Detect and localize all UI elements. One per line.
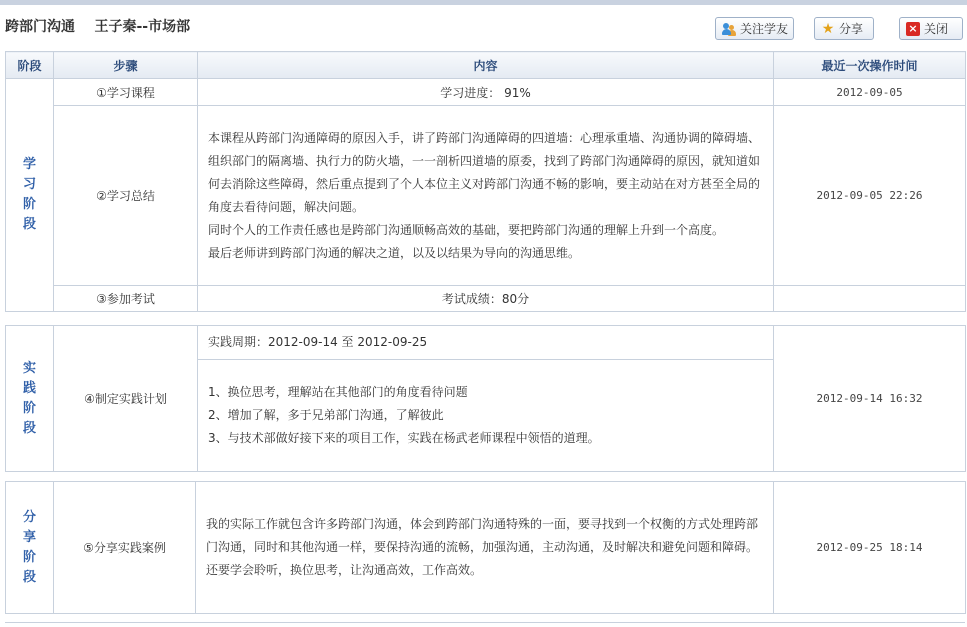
table-row: [6, 286, 966, 312]
star-icon: ★: [821, 20, 835, 37]
stage-label-share: [6, 482, 54, 614]
stage-label-text: 实 践 阶 段: [22, 360, 36, 436]
summary-paragraph: 最后老师讲到跨部门沟通的解决之道，以及以结果为导向的沟通思维。: [208, 245, 581, 260]
step-cell: ⑤分享实践案例: [54, 482, 196, 614]
users-icon: [722, 22, 736, 36]
table-row: [6, 326, 966, 360]
share-button[interactable]: [814, 17, 874, 40]
share-case-content: 我的实际工作就包含许多跨部门沟通，体会到跨部门沟通特殊的一面，要寻找到一个权衡的方式处理跨部门沟通，同时和其他沟通一样，要保持沟通的流畅，加强沟通，主动沟通，及时解决和避免问题和障碍。还要学会聆听，换位思考，让沟通高效，工作高效。: [196, 482, 774, 614]
practice-plan: [198, 360, 774, 472]
step-cell: ①学习课程: [54, 79, 198, 106]
next-section-edge: [5, 622, 965, 627]
study-stage-table: [5, 51, 966, 312]
plan-item: 1、换位思考，理解站在其他部门的角度看待问题: [208, 385, 468, 399]
stage-label-study: [6, 79, 54, 312]
summary-paragraph: 本课程从跨部门沟通障碍的原因入手，讲了跨部门沟通障碍的四道墙：心理承重墙、沟通协调的障碍墙、组织部门的隔离墙、执行力的防火墙，一一剖析四道墙的原委，找到了跨部门沟通障碍的原因，就知道如何去消除这些障碍，然后重点提到了个人本位主义对跨部门沟通不畅的影响，要主动站在对方甚至全局的角度去看待问题，解决问题。: [208, 130, 761, 214]
time-cell: 2012-09-05: [774, 79, 966, 106]
column-header-stage: 阶段: [6, 52, 54, 79]
share-stage-table: [5, 481, 966, 614]
follow-button-label: 关注学友: [740, 22, 789, 36]
step-cell: ②学习总结: [54, 106, 198, 286]
plan-item: 3、与技术部做好接下来的项目工作，实践在杨武老师课程中领悟的道理。: [208, 431, 600, 445]
share-button-label: 分享: [839, 22, 864, 36]
practice-stage-table: [5, 325, 966, 472]
exam-score: 考试成绩：80分: [198, 286, 774, 312]
stage-label-text: 学 习 阶 段: [22, 157, 36, 232]
stage-label-practice: [6, 326, 54, 472]
stage-label-text: 分 享 阶 段: [22, 509, 36, 585]
study-progress: 学习进度： 91%: [198, 79, 774, 106]
column-header-step: 步骤: [54, 52, 198, 79]
column-header-time: 最近一次操作时间: [774, 52, 966, 79]
time-cell: [774, 286, 966, 312]
study-summary: [198, 106, 774, 286]
close-button-label: 关闭: [924, 22, 949, 36]
table-header-row: [6, 52, 966, 79]
time-cell: 2012-09-25 18:14: [774, 482, 966, 614]
page-title: 跨部门沟通 王子秦--市场部: [5, 19, 191, 35]
practice-period: 实践周期：2012-09-14 至 2012-09-25: [198, 326, 774, 360]
table-row: [6, 482, 966, 614]
step-cell: ③参加考试: [54, 286, 198, 312]
table-row: [6, 79, 966, 106]
plan-item: 2、增加了解，多于兄弟部门沟通，了解彼此: [208, 408, 444, 422]
close-icon: ×: [906, 22, 920, 36]
time-cell: 2012-09-14 16:32: [774, 326, 966, 472]
follow-classmate-button[interactable]: [715, 17, 794, 40]
table-row: [6, 106, 966, 286]
column-header-content: 内容: [198, 52, 774, 79]
close-button[interactable]: [899, 17, 963, 40]
step-cell: ④制定实践计划: [54, 326, 198, 472]
summary-paragraph: 同时个人的工作责任感也是跨部门沟通顺畅高效的基础，要把跨部门沟通的理解上升到一个高度。: [208, 222, 725, 237]
header-bar: [0, 5, 967, 45]
time-cell: 2012-09-05 22:26: [774, 106, 966, 286]
